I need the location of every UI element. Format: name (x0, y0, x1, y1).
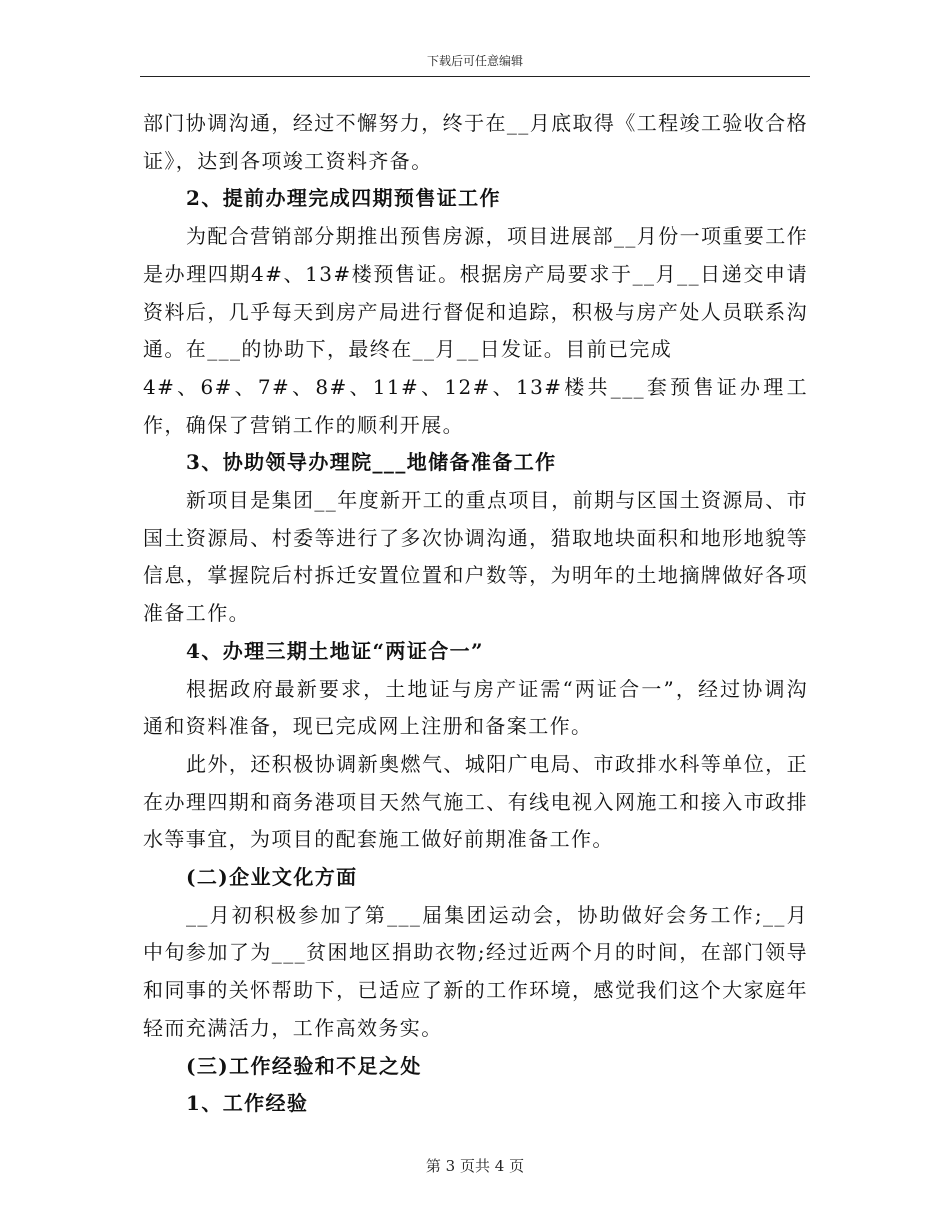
paragraph-utilities-coordination: 此外，还积极协调新奥燃气、城阳广电局、市政排水科等单位，正在办理四期和商务港项目天然气施工、有线电视入网施工和接入市政排水等事宜，为项目的配套施工做好前期准备工作。 (143, 751, 808, 852)
heading-work-experience: 1、工作经验 (186, 1091, 309, 1116)
page-header: 下载后可任意编辑 (426, 54, 523, 68)
paragraph-presale-permit: 为配合营销部分期推出预售房源，项目进展部__月份一项重要工作是办理四期4#、13#楼预售证。根据房产局要求于__月__日递交申请资料后，几乎每天到房产局进行督促和追踪，积极与房产处人员联系沟通。在___的协助下，最终在__月__日发证。目前已完成 (143, 224, 808, 362)
heading-presale-permit: 2、提前办理完成四期预售证工作 (186, 186, 501, 211)
paragraph-acceptance-certificate: 部门协调沟通，经过不懈努力，终于在__月底取得《工程竣工验收合格证》，达到各项竣工资料齐备。 (143, 111, 808, 173)
document-body (143, 105, 808, 1123)
page-number-footer: 第 3 页共 4 页 (425, 1157, 525, 1175)
heading-land-certificate: 4、办理三期土地证“两证合一” (186, 638, 484, 663)
heading-experience-and-shortcomings: (三)工作经验和不足之处 (186, 1053, 422, 1078)
paragraph-presale-buildings: 4#、6#、7#、8#、11#、12#、13#楼共___套预售证办理工作，确保了营销工作的顺利开展。 (143, 374, 808, 437)
paragraph-corporate-culture: __月初积极参加了第___届集团运动会，协助做好会务工作;__月中旬参加了为___贫困地区捐助衣物;经过近两个月的时间，在部门领导和同事的关怀帮助下，已适应了新的工作环境，感觉我们这个大家庭年轻而充满活力，工作高效务实。 (143, 902, 808, 1040)
heading-land-reserve: 3、协助领导办理院___地储备准备工作 (186, 450, 557, 475)
paragraph-land-reserve: 新项目是集团__年度新开工的重点项目，前期与区国土资源局、市国土资源局、村委等进行了多次协调沟通，猎取地块面积和地形地貌等信息，掌握院后村拆迁安置位置和户数等，为明年的土地摘牌做好各项准备工作。 (143, 488, 808, 626)
paragraph-land-certificate: 根据政府最新要求，土地证与房产证需“两证合一”，经过协调沟通和资料准备，现已完成网上注册和备案工作。 (143, 676, 808, 739)
heading-corporate-culture: (二)企业文化方面 (186, 865, 358, 890)
header-divider (140, 76, 810, 77)
